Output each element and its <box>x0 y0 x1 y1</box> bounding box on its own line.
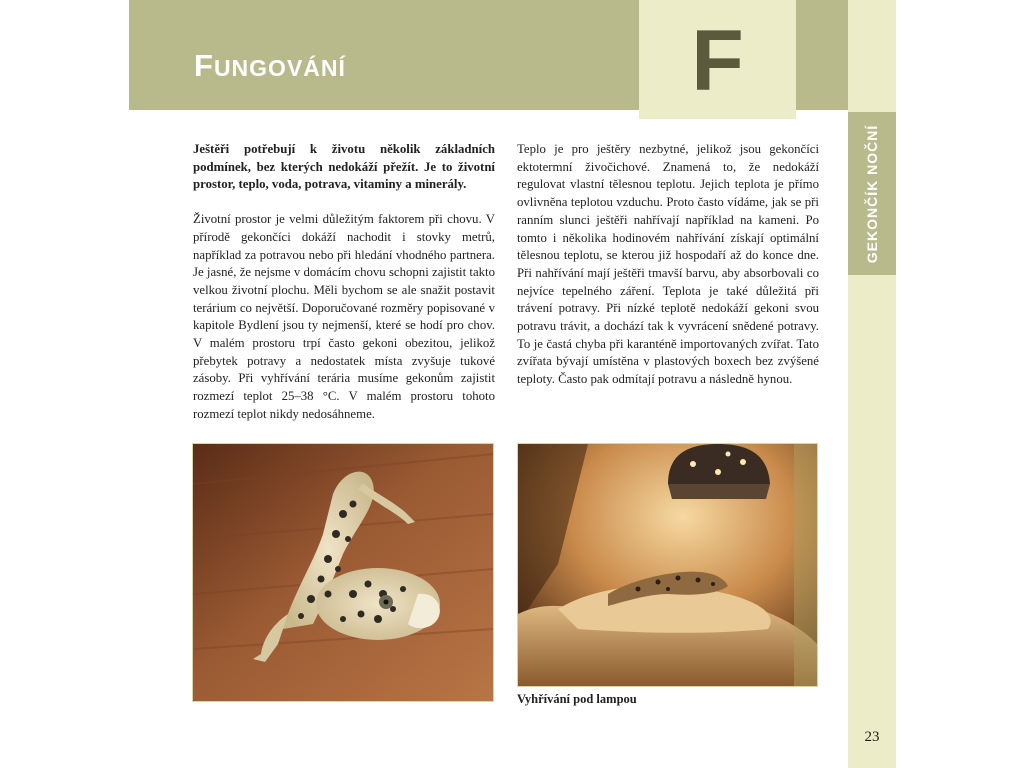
right-column <box>517 141 819 389</box>
chapter-letter: F <box>691 13 744 109</box>
title-rest: UNGOVÁNÍ <box>213 55 346 81</box>
right-body-paragraph: Teplo je pro ještěry nezbytné, jelikož jsou gekončíci ektotermní živočichové. Znamená to, že nedokáží regulovat vlastní tělesnou teplotu. Jejich teplota je přímo ovlivněna teplotou vzduchu. Proto často vídáme, jak se při ranním slunci ještěři nahřívají například na kameni. Po tomto i několika hodinovém nahřívání získají optimální tělesnou teplotu, se kterou již hospodaří až do konce dne. Při nahřívání mají ještěři tmavší barvu, aby absorbovali co nejvíce tepelného záření. Teplota je také důležitá při trávení potravy. Při nízké teplotě nedokáží gekoni svou potravu trávit, a dochází tak k vyvrácení snědené potravy. To je častá chyba při karanténě importovaných zvířat. Tato zvířata bývají umístěna v plastových boxech bez zvýšené teploty. Často pak odmítají potravu a následně hynou. <box>517 142 819 387</box>
page-title <box>194 48 346 84</box>
lamp-photo-caption: Vyhřívání pod lampou <box>517 692 637 706</box>
left-column <box>193 141 495 424</box>
lead-paragraph: Ještěři potřebují k životu několik základních podmínek, bez kterých nedokáží přežít. Je to životní prostor, teplo, voda, potrava, vitaminy a minerály. <box>193 142 495 192</box>
page-number: 23 <box>864 729 880 745</box>
left-body-paragraph: Životní prostor je velmi důležitým faktorem při chovu. V přírodě gekončíci dokáží nachodit i stovky metrů, například za potravou nebo při hledání vhodného partnera. Je jasné, že nejsme v domácím chovu schopni zajistit takto velkou životní plochu. Měli bychom se ale snažit postavit terárium co největší. Doporučované rozměry popisované v kapitole Bydlení jsou ty nejmenší, které se hodí pro chov. V malém prostoru trpí často gekoni obezitou, jelikož přebytek potravy a nedostatek místa zvyšuje tukové zásoby. Při vyhřívání terária musíme gekonům zajistit rozmezí teplot 25–38 °C. V malém prostoru tohoto rozmezí teplot nikdy nedosáhneme. <box>193 212 495 421</box>
gecko-photo <box>192 443 494 702</box>
title-initial: F <box>194 48 214 83</box>
gecko-photo-illustration <box>193 444 493 701</box>
side-label: GEKONČÍK NOČNÍ <box>864 124 880 264</box>
lamp-photo <box>517 443 818 687</box>
lamp-photo-illustration <box>518 444 817 686</box>
